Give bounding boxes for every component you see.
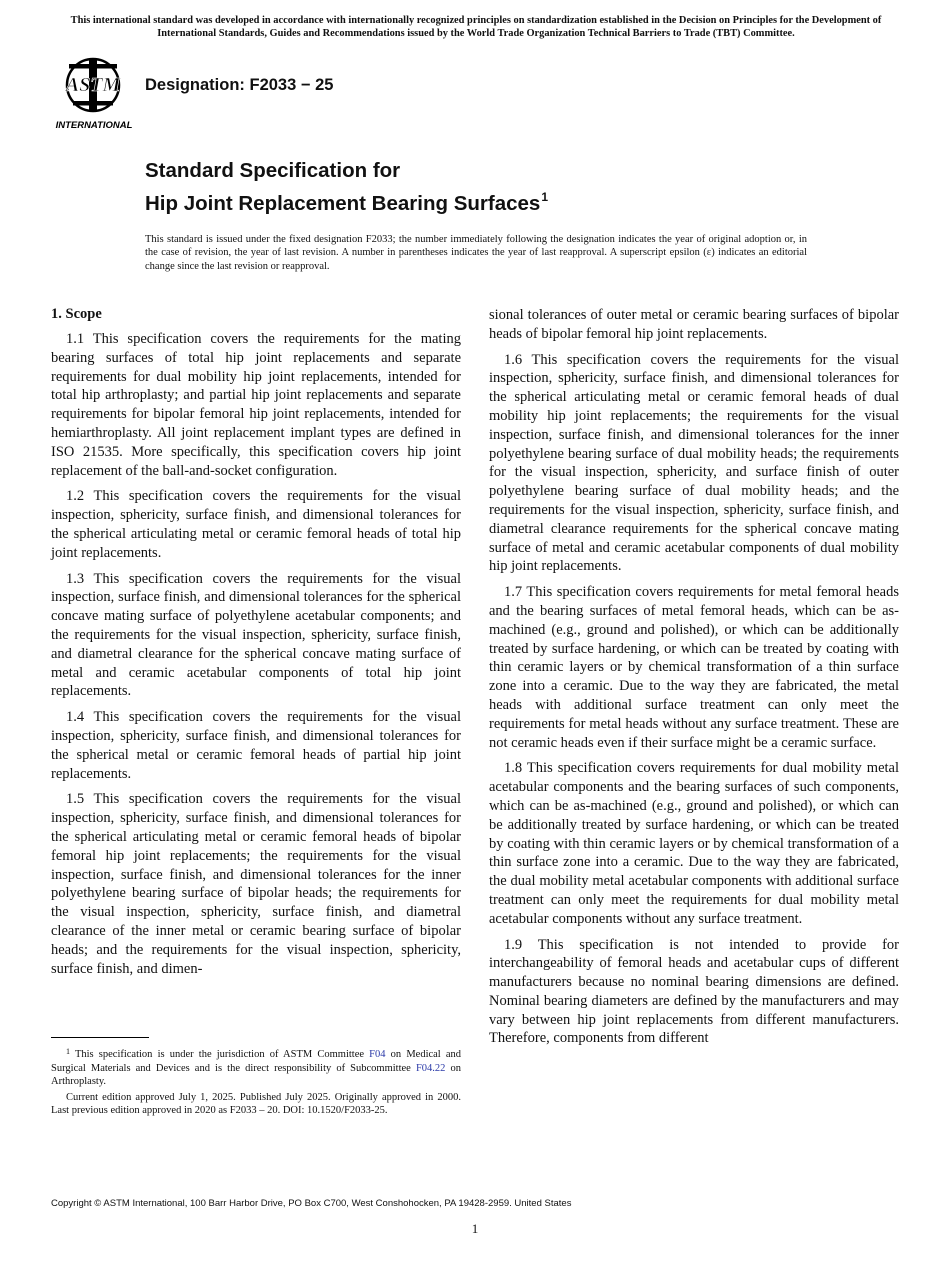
- paragraph-1-5-continued: sional tolerances of outer metal or ceramic bearing surfaces of bipolar heads of bipolar femoral hip joint replacements.: [489, 307, 899, 342]
- footnote-1: [51, 1045, 461, 1089]
- issuance-notice: This standard is issued under the fixed designation F2033; the number immediately following the designation indicates the year of original adoption or, in the case of revision, the year of last revision. A number in parentheses indicates the year of last reapproval. A superscript epsilon (ε) indicates an editorial change since the last revision or reapproval.: [145, 234, 807, 272]
- committee-f04-link[interactable]: F04: [369, 1049, 386, 1060]
- title-footnote-mark[interactable]: 1: [541, 190, 548, 204]
- paragraph-1-8: 1.8 This specification covers requirements for dual mobility metal acetabular components and the bearing surfaces of such components, which can be as-machined (e.g., ground and polished), or which can be additionally treated by surface hardening, or which can be treated by coating with thin ceramic layers or by chemical transformation of a thin surface zone into a ceramic. Due to the way they are fabricated, the dual mobility metal acetabular components with additional surface treatment can only meet the requirements for dual mobility metal acetabular components without any surface treatment.: [489, 760, 899, 927]
- paragraph-1-4: 1.4 This specification covers the requirements for the visual inspection, sphericity, surface finish, and dimensional tolerances for the spherical metal or ceramic femoral heads of partial hip joint replacements.: [51, 709, 461, 782]
- footnote-1-text-c: on Arthroplasty.: [51, 1062, 461, 1088]
- astm-logo: [53, 55, 135, 131]
- paragraph-1-6: 1.6 This specification covers the requirements for the visual inspection, sphericity, surface finish, and dimensional tolerances for the spherical articulating metal or ceramic femoral heads of dual mobility hip joint replacements; the requirements for the visual inspection, surface finish, and dimensional tolerances for the inner polyethylene bearing surface of dual mobility heads; the requirements for the visual inspection, sphericity, and surface finish of outer polyethylene bearing surface of dual mobility heads; and the requirements for the visual inspection, sphericity, surface finish, and diametral clearance requirements for the spherical concave mating surface of metal and ceramic acetabular components of dual mobility hip joint replacements.: [489, 351, 899, 575]
- paragraph-1-5: 1.5 This specification covers the requirements for the visual inspection, sphericity, surface finish, and dimensional tolerances for the spherical articulating metal or ceramic femoral heads of bipolar femoral hip joint replacements; the requirements for the visual inspection, surface finish, and dimensional tolerances for the inner polyethylene bearing surface of bipolar heads; the requirements for the visual inspection, sphericity, surface finish, and diametral clearance of the inner metal or ceramic bearing surface of bipolar heads; and the requirements for the visual inspection, sphericity, surface finish, and dimen-: [51, 791, 461, 977]
- footnote-1-text-b: on Medical and Surgical Materials and Devices and is the direct responsibility of Subcommittee: [51, 1049, 462, 1074]
- paragraph-1-7: 1.7 This specification covers requirements for metal femoral heads and the bearing surfaces of metal femoral heads, which can be as-machined (e.g., ground and polished), or which can be additionally treated by surface hardening, or which can be treated by coating with thin ceramic layers or by chemical transformation of a thin surface zone into a ceramic. Due to the way they are fabricated, the metal heads with additional surface treatment can only meet the requirements for metal heads without any surface treatment. These are not ceramic heads even if their surface might be a ceramic surface.: [489, 584, 899, 751]
- page-number: 1: [471, 1221, 479, 1236]
- footnote-2: Current edition approved July 1, 2025. Published July 2025. Originally approved in 2000. Last previous edition approved in 2020 as F2033 – 20. DOI: 10.1520/F2033-25.: [51, 1091, 461, 1117]
- footnote-1-mark: 1: [66, 1047, 70, 1056]
- copyright: Copyright © ASTM International, 100 Barr Harbor Drive, PO Box C700, West Conshohocken, PA 19428-2959. United States: [51, 1198, 572, 1209]
- footnote-1-text-a: This specification is under the jurisdiction of ASTM Committee: [74, 1049, 365, 1060]
- right-column: [489, 306, 899, 1055]
- title-line-1: Standard Specification for: [145, 159, 401, 182]
- footnotes: [51, 1045, 461, 1120]
- svg-text:ASTM: ASTM: [65, 74, 121, 96]
- subcommittee-f04-22-link[interactable]: F04.22: [415, 1062, 446, 1074]
- paragraph-1-2: 1.2 This specification covers the requirements for the visual inspection, sphericity, surface finish, and dimensional tolerances for the spherical articulating metal or ceramic femoral heads of total hip joint replacements.: [51, 488, 461, 561]
- wto-notice: This international standard was developed in accordance with internationally recognized principles on standardization established in the Decision on Principles for the Development of International Standards, Guides and Recommendations issued by the World Trade Organization Technical Barriers to Trade (TBT) Committee.: [70, 15, 882, 39]
- title-line-2: [145, 184, 548, 217]
- paragraph-1-9: 1.9 This specification is not intended to provide for interchangeability of femoral heads and acetabular cups of different manufacturers because no nominal bearing dimensions are defined. Nominal bearing diameters are defined by the manufacturers and may vary between hip joint replacements from different manufacturers. Therefore, components from different: [489, 936, 899, 1047]
- title-text: Hip Joint Replacement Bearing Surfaces: [145, 192, 541, 215]
- section-heading-scope: 1. Scope: [51, 306, 102, 322]
- document-title: [145, 158, 548, 217]
- svg-text:INTERNATIONAL: INTERNATIONAL: [55, 120, 133, 131]
- left-column: [51, 305, 461, 985]
- designation: Designation: F2033 − 25: [145, 76, 334, 94]
- footnote-divider: [51, 1037, 149, 1038]
- paragraph-1-1: 1.1 This specification covers the requirements for the mating bearing surfaces of total hip joint replacements and separate requirements for dual mobility hip joint replacements, intended for total hip arthroplasty; and partial hip joint replacements and separate requirements for bipolar femoral hip joint replacements, intended for hemiarthroplasty. All joint replacement implant types are defined in ISO 21535. More specifically, this specification covers hip joint replacement of the ball-and-socket configuration.: [51, 331, 461, 479]
- paragraph-1-3: 1.3 This specification covers the requirements for the visual inspection, surface finish, and dimensional tolerances for the spherical concave mating surface of polyethylene acetabular components; and the requirements for the visual inspection, sphericity, surface finish, and diametral clearance for the spherical concave mating surface of metal and ceramic acetabular components of total hip joint replacements.: [51, 570, 461, 700]
